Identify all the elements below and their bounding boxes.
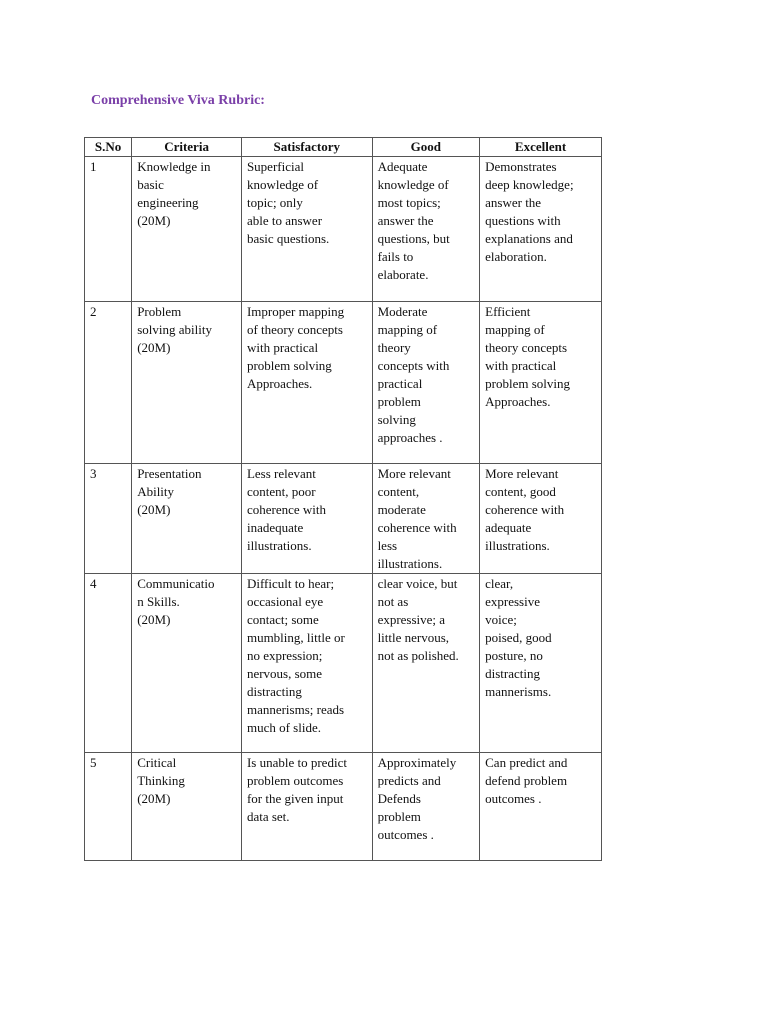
cell-sno: 3 bbox=[85, 464, 132, 574]
cell-excellent: Efficient mapping of theory concepts with practical problem solving Approaches. bbox=[480, 302, 602, 464]
header-good: Good bbox=[372, 138, 480, 157]
table-row bbox=[85, 753, 602, 861]
cell-good: Moderate mapping of theory concepts with practical problem solving approaches . bbox=[372, 302, 480, 464]
cell-criteria: Problem solving ability (20M) bbox=[132, 302, 242, 464]
cell-good: Approximately predicts and Defends problem outcomes . bbox=[372, 753, 480, 861]
header-criteria: Criteria bbox=[132, 138, 242, 157]
cell-sno: 4 bbox=[85, 574, 132, 753]
cell-sno: 2 bbox=[85, 302, 132, 464]
cell-excellent: More relevant content, good coherence with adequate illustrations. bbox=[480, 464, 602, 574]
header-satisfactory: Satisfactory bbox=[241, 138, 372, 157]
cell-criteria: Communicatio n Skills. (20M) bbox=[132, 574, 242, 753]
cell-excellent: Demonstrates deep knowledge; answer the questions with explanations and elaboration. bbox=[480, 157, 602, 302]
cell-satisfactory: Superficial knowledge of topic; only able to answer basic questions. bbox=[241, 157, 372, 302]
cell-satisfactory: Is unable to predict problem outcomes for the given input data set. bbox=[241, 753, 372, 861]
page-title: Comprehensive Viva Rubric: bbox=[91, 93, 265, 108]
cell-excellent: clear, expressive voice; poised, good posture, no distracting mannerisms. bbox=[480, 574, 602, 753]
cell-satisfactory: Improper mapping of theory concepts with practical problem solving Approaches. bbox=[241, 302, 372, 464]
cell-good: clear voice, but not as expressive; a little nervous, not as polished. bbox=[372, 574, 480, 753]
header-excellent: Excellent bbox=[480, 138, 602, 157]
cell-good: Adequate knowledge of most topics; answer the questions, but fails to elaborate. bbox=[372, 157, 480, 302]
cell-satisfactory: Less relevant content, poor coherence with inadequate illustrations. bbox=[241, 464, 372, 574]
cell-criteria: Knowledge in basic engineering (20M) bbox=[132, 157, 242, 302]
rubric-table bbox=[84, 137, 602, 861]
cell-sno: 1 bbox=[85, 157, 132, 302]
table-row bbox=[85, 302, 602, 464]
table-row bbox=[85, 464, 602, 574]
cell-excellent: Can predict and defend problem outcomes . bbox=[480, 753, 602, 861]
table-row bbox=[85, 157, 602, 302]
table-row bbox=[85, 574, 602, 753]
cell-good: More relevant content, moderate coherence with less illustrations. bbox=[372, 464, 480, 574]
header-row bbox=[85, 138, 602, 157]
cell-satisfactory: Difficult to hear; occasional eye contact; some mumbling, little or no expression; nervous, some distracting mannerisms; reads much of slide. bbox=[241, 574, 372, 753]
cell-criteria: Critical Thinking (20M) bbox=[132, 753, 242, 861]
cell-criteria: Presentation Ability (20M) bbox=[132, 464, 242, 574]
header-sno: S.No bbox=[85, 138, 132, 157]
cell-sno: 5 bbox=[85, 753, 132, 861]
